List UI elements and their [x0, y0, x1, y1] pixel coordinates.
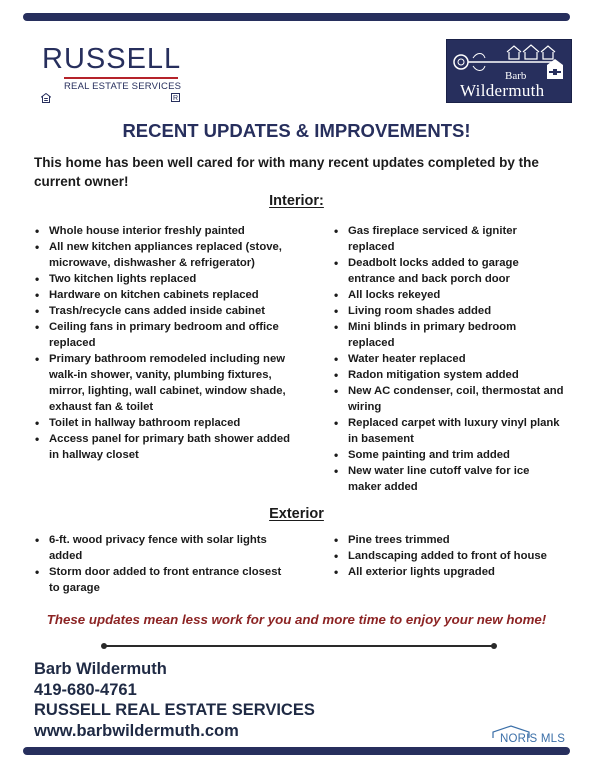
interior-list-left: [34, 223, 294, 463]
noris-mls-text: NORIS MLS: [500, 733, 566, 745]
contact-website: www.barbwildermuth.com: [34, 721, 239, 740]
interior-heading: [0, 193, 593, 209]
list-item: • Toilet in hallway bathroom replaced: [34, 415, 294, 431]
list-item: • Access panel for primary bath shower added in hallway closet: [34, 431, 294, 463]
contact-phone: 419-680-4761: [34, 680, 137, 699]
intro-text: This home has been well cared for with many recent updates completed by the current owner!: [34, 155, 539, 189]
exterior-list-left: [34, 532, 294, 596]
list-item: • Replaced carpet with luxury vinyl plank in basement: [333, 415, 565, 447]
exterior-heading-text: Exterior: [269, 506, 324, 522]
top-border-bar: [23, 13, 570, 21]
interior-heading-text: Interior:: [269, 193, 324, 209]
list-item: • All new kitchen appliances replaced (stove, microwave, dishwasher & refrigerator): [34, 239, 294, 271]
divider: [104, 645, 494, 647]
list-item: • New water line cutoff valve for ice maker added: [333, 463, 565, 495]
list-item: • New AC condenser, coil, thermostat and wiring: [333, 383, 565, 415]
list-item: • Hardware on kitchen cabinets replaced: [34, 287, 294, 303]
contact-name: Barb Wildermuth: [34, 660, 167, 678]
list-item: • Trash/recycle cans added inside cabinet: [34, 303, 294, 319]
russell-logo-subtitle: REAL ESTATE SERVICES: [64, 81, 182, 92]
list-item: • Radon mitigation system added: [333, 367, 565, 383]
logo-agent-first-name: Barb: [505, 70, 527, 82]
list-item: • Gas fireplace serviced & igniter replaced: [333, 223, 565, 255]
page-title: RECENT UPDATES & IMPROVEMENTS!: [122, 120, 471, 141]
noris-mls-logo: [489, 725, 581, 749]
realtor-icon: R: [172, 95, 179, 102]
contact-company: RUSSELL REAL ESTATE SERVICES: [34, 701, 315, 719]
list-item: • Pine trees trimmed: [333, 532, 565, 548]
list-item: • Two kitchen lights replaced: [34, 271, 294, 287]
list-item: • Whole house interior freshly painted: [34, 223, 294, 239]
russell-logo-name: RUSSELL: [42, 43, 182, 75]
barb-wildermuth-logo: [446, 39, 572, 103]
logo-agent-last-name: Wildermuth: [460, 81, 545, 100]
list-item: • Mini blinds in primary bedroom replaced: [333, 319, 565, 351]
exterior-list-right: [333, 532, 565, 580]
list-item: • All locks rekeyed: [333, 287, 565, 303]
list-item: • Some painting and trim added: [333, 447, 565, 463]
list-item: • Landscaping added to front of house: [333, 548, 565, 564]
russell-logo: [40, 44, 182, 106]
exterior-heading: [0, 506, 593, 522]
interior-list-right: [333, 223, 565, 495]
bottom-border-bar: [23, 747, 570, 755]
equal-housing-icon: [41, 93, 51, 103]
contact-block: [34, 659, 315, 741]
closing-statement: These updates mean less work for you and more time to enjoy your new home!: [46, 612, 547, 627]
list-item: • Ceiling fans in primary bedroom and office replaced: [34, 319, 294, 351]
list-item: • Water heater replaced: [333, 351, 565, 367]
list-item: • Storm door added to front entrance closest to garage: [34, 564, 294, 596]
list-item: • Deadbolt locks added to garage entrance and back porch door: [333, 255, 565, 287]
list-item: • 6-ft. wood privacy fence with solar lights added: [34, 532, 294, 564]
list-item: • Living room shades added: [333, 303, 565, 319]
list-item: • Primary bathroom remodeled including new walk-in shower, vanity, plumbing fixtures, mirror, lighting, wall cabinet, window shade, exhaust fan & toilet: [34, 351, 294, 415]
list-item: • All exterior lights upgraded: [333, 564, 565, 580]
russell-logo-rule: [64, 77, 178, 79]
